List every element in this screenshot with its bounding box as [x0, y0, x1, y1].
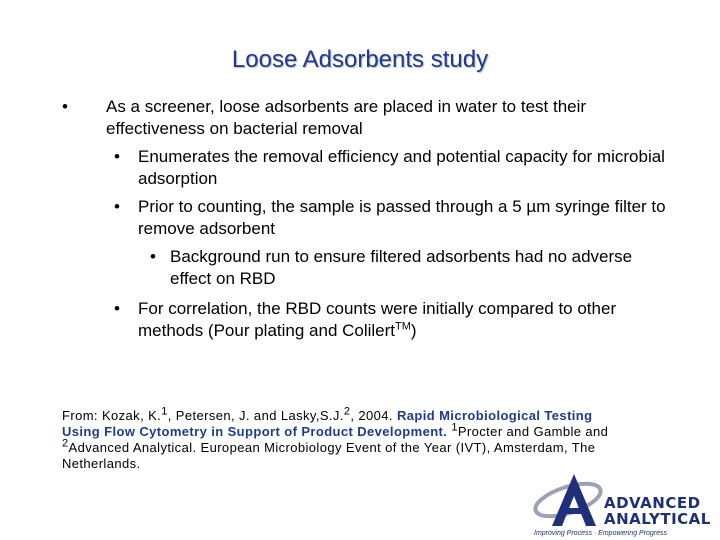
bullet-text: Prior to counting, the sample is passed through a 5 µm syringe filter to remove adsorbent	[138, 197, 666, 238]
reference-citation	[62, 405, 622, 472]
bullet-dot: •	[62, 97, 68, 116]
bullet-dot: •	[114, 147, 120, 166]
bullet-text-main: For correlation, the RBD counts were initially compared to other methods (Pour plating and Colilert	[138, 299, 617, 340]
trademark-sup: TM	[395, 320, 411, 333]
ref-part: Procter and Gamble and	[457, 424, 609, 439]
bullet-text: Background run to ensure filtered adsorbents had no adverse effect on RBD	[170, 247, 633, 288]
ref-paper-title: Rapid Microbiological Testing Using Flow Cytometry in Support of Product Development.	[62, 408, 593, 439]
logo-line1: ADVANCED	[604, 494, 701, 512]
logo-a-icon	[530, 470, 610, 530]
bullet-sub-counting	[114, 196, 674, 240]
ref-part: Advanced Analytical. European Microbiology Event of the Year (IVT), Amsterdam, The Netherlands.	[62, 440, 596, 471]
bullet-dot: •	[114, 197, 120, 216]
bullet-subsub-background	[150, 246, 670, 290]
bullet-text: Enumerates the removal efficiency and potential capacity for microbial adsorption	[138, 147, 665, 188]
logo-line2: ANALYTICAL	[604, 510, 711, 528]
ref-part: , Petersen, J. and Lasky,S.J.	[167, 408, 344, 423]
bullet-sub-correlation	[114, 298, 674, 342]
ref-sup: 2	[343, 405, 351, 418]
bullet-text	[138, 298, 674, 342]
slide-title: Loose Adsorbents study	[231, 46, 489, 73]
logo-tagline: Improving Process · Empowering Progress	[534, 530, 668, 537]
company-logo	[530, 470, 711, 537]
bullet-text: As a screener, loose adsorbents are placed in water to test their effectiveness on bacterial removal	[106, 97, 587, 138]
bullet-dot: •	[150, 247, 156, 266]
ref-part: , 2004.	[350, 408, 397, 423]
ref-sup: 2	[62, 437, 69, 450]
bullet-main	[62, 96, 662, 140]
bullet-text-end: )	[410, 321, 417, 340]
bullet-dot: •	[114, 299, 120, 318]
ref-sup: 1	[451, 421, 458, 434]
ref-part: From: Kozak, K.	[62, 408, 162, 423]
ref-sup: 1	[161, 405, 168, 418]
bullet-sub-removal-efficiency	[114, 146, 674, 190]
